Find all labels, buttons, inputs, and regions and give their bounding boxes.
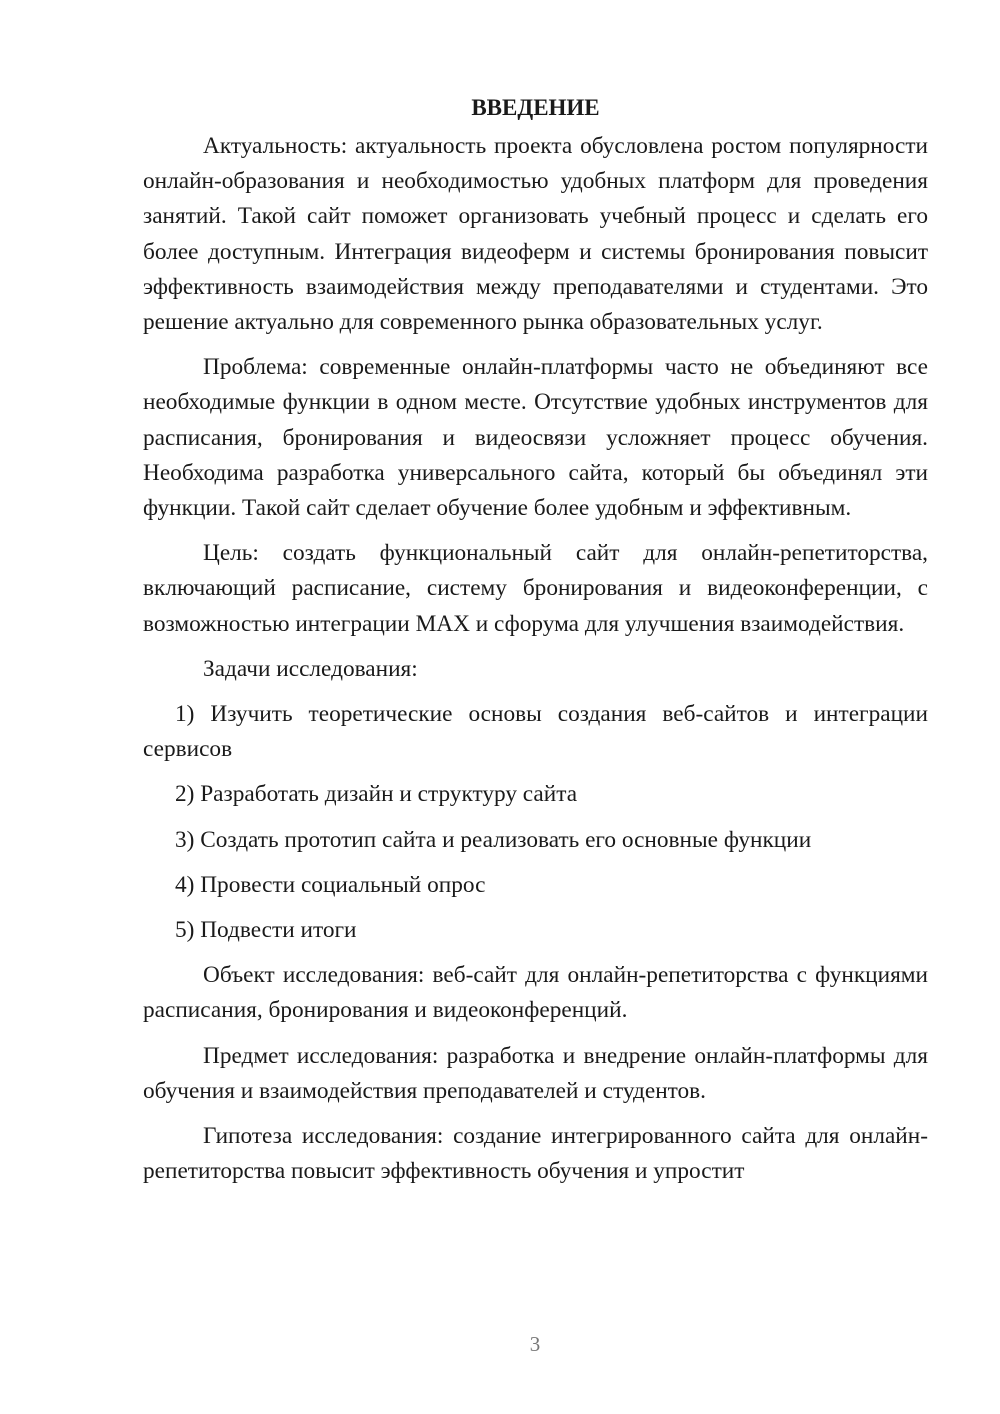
paragraph-hypothesis: Гипотеза исследования: создание интегрированного сайта для онлайн-репетиторства повысит эффективность обучения и упростит (143, 1123, 928, 1185)
tasks-intro: Задачи исследования: (203, 655, 418, 682)
list-item: 5) Подвести итоги (175, 917, 357, 944)
list-item: 3) Создать прототип сайта и реализовать его основные функции (175, 826, 812, 853)
paragraph-object: Объект исследования: веб-сайт для онлайн-репетиторства с функциями расписания, бронирования и видеоконференций. (143, 962, 928, 1024)
paragraph-goal: Цель: создать функциональный сайт для онлайн-репетиторства, включающий расписание, систему бронирования и видеоконференции, с возможностью интеграции MAX и сфорума для улучшения взаимодействия. (143, 540, 928, 637)
list-item: 1) Изучить теоретические основы создания веб-сайтов и интеграции сервисов (143, 701, 928, 763)
paragraph-relevance: Актуальность: актуальность проекта обусловлена ростом популярности онлайн-образования и необходимостью удобных платформ для проведения занятий. Такой сайт поможет организовать учебный процесс и сделать его более доступным. Интеграция видеоферм и системы бронирования повысит эффективность взаимодействия между преподавателями и студентами. Это решение актуально для современного рынка образовательных услуг. (143, 133, 928, 336)
page-number: 3 (529, 1332, 541, 1356)
page-title: ВВЕДЕНИЕ (471, 95, 600, 120)
document-page (143, 90, 928, 1199)
tasks-list (143, 697, 928, 948)
paragraph-problem: Проблема: современные онлайн-платформы часто не объединяют все необходимые функции в одном месте. Отсутствие удобных инструментов для расписания, бронирования и видеосвязи усложняет процесс обучения. Необходима разработка универсального сайта, который бы объединял эти функции. Такой сайт сделает обучение более удобным и эффективным. (143, 354, 928, 522)
list-item: 2) Разработать дизайн и структуру сайта (175, 781, 578, 808)
paragraph-subject: Предмет исследования: разработка и внедрение онлайн-платформы для обучения и взаимодействия преподавателей и студентов. (143, 1042, 928, 1104)
list-item: 4) Провести социальный опрос (175, 871, 486, 898)
